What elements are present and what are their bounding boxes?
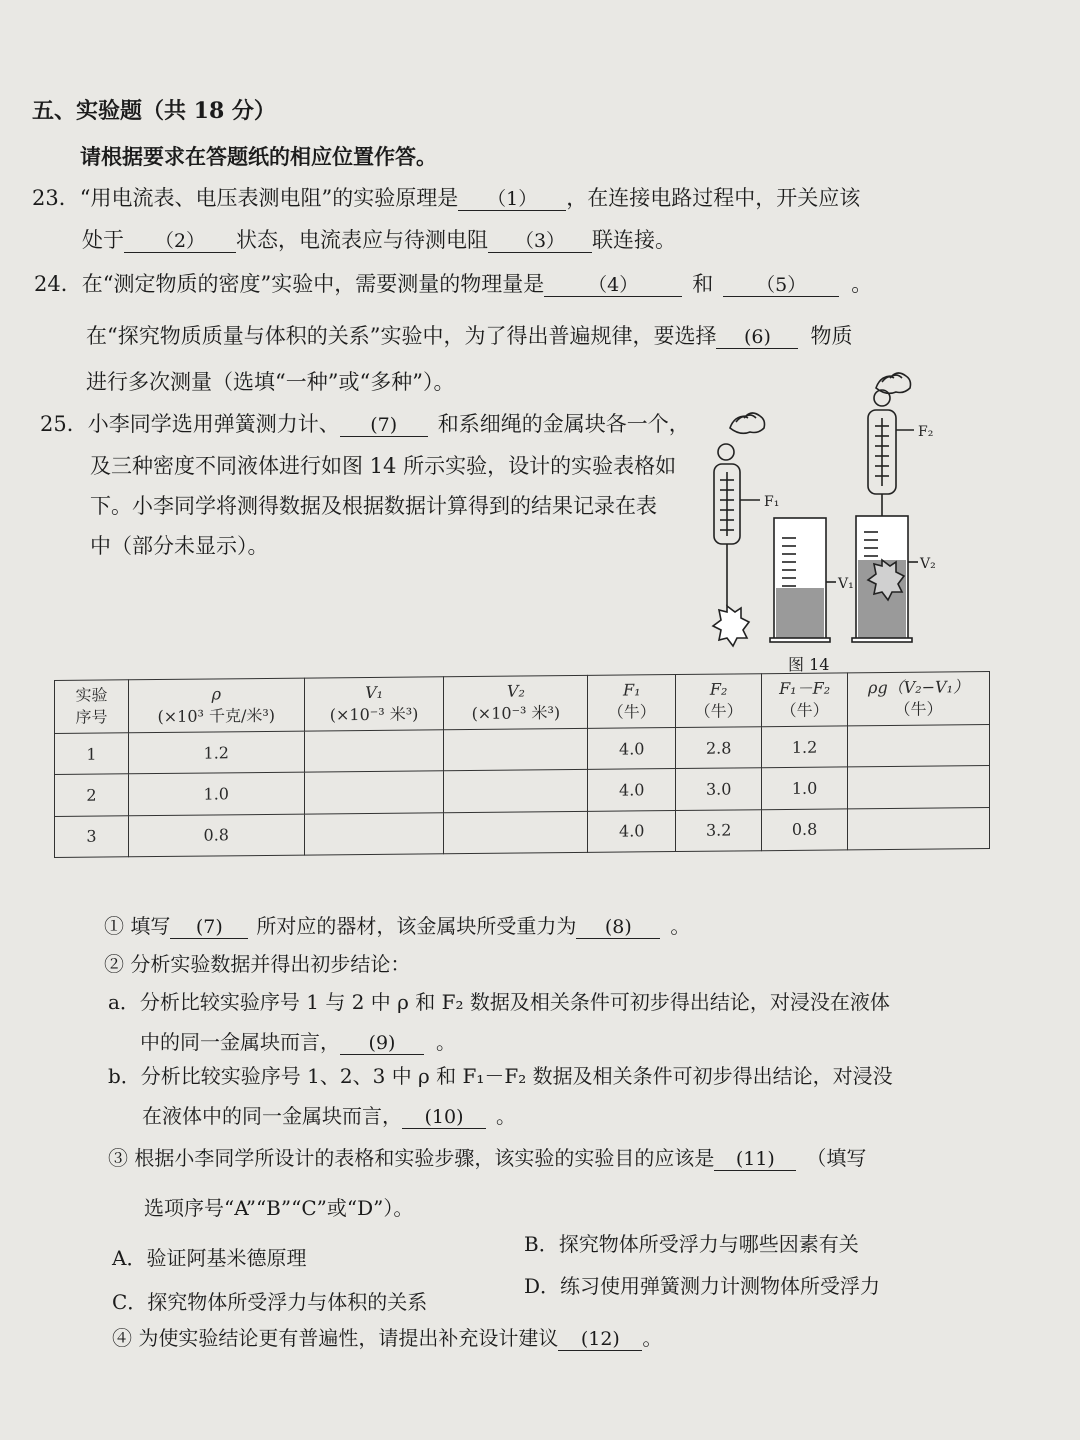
section-title: 五、实验题（共 18 分） (32, 98, 276, 124)
header-f1-minus-f2: F₁－F₂ （牛） (762, 673, 848, 727)
sub1-text-b: 所对应的器材，该金属块所受重力为 (256, 914, 577, 938)
answer-blank-6: (6) (716, 327, 798, 349)
answer-blank-10: (10) (402, 1107, 486, 1129)
sub-question-2a-line-1: a．分析比较实验序号 1 与 2 中 ρ 和 F₂ 数据及相关条件可初步得出结论，对浸没在液体 (108, 990, 890, 1014)
sub4-text-b: 。 (642, 1326, 663, 1350)
answer-blank-4: （4） (544, 275, 682, 297)
q24-text-2a: 在“探究物质质量与体积的关系”实验中，为了得出普遍规律，要选择 (86, 324, 717, 348)
answer-blank-7: (7) (340, 415, 428, 437)
cell-v1 (304, 730, 444, 773)
cell-f1-minus-f2: 1.2 (762, 726, 848, 768)
q25-line-3: 下。小李同学将测得数据及根据数据计算得到的结果记录在表 (90, 494, 657, 518)
sub-question-2: ② 分析实验数据并得出初步结论： (104, 952, 411, 976)
q24-text-2b: 物质 (810, 324, 853, 348)
sub1-text-c: 。 (670, 914, 691, 938)
cell-density: 0.8 (128, 814, 304, 857)
table-header-row (55, 672, 990, 734)
sub2b-text-a: 在液体中的同一金属块而言， (142, 1104, 402, 1128)
q25-line-1 (40, 412, 690, 437)
figure-caption: 图 14 (788, 655, 830, 674)
header-buoyancy: ρg（V₂−V₁） （牛） (848, 672, 990, 726)
sub-question-2b-line-1: b．分析比较实验序号 1、2、3 中 ρ 和 F₁－F₂ 数据及相关条件可初步得出结论，对浸没 (108, 1064, 893, 1088)
cell-trial: 2 (55, 774, 129, 816)
q24-line-1 (34, 272, 872, 297)
sub2a-text-a: 中的同一金属块而言， (140, 1030, 340, 1054)
cell-density: 1.2 (128, 731, 304, 774)
cell-buoyancy (848, 725, 990, 768)
answer-blank-3: （3） (488, 231, 592, 253)
q23-line-2 (82, 228, 676, 253)
cell-f1: 4.0 (588, 728, 676, 770)
answer-blank-8: (8) (576, 917, 660, 939)
q23-text-2b: 状态，电流表应与待测电阻 (236, 228, 488, 252)
q24-text-1a: 24．在“测定物质的密度”实验中，需要测量的物理量是 (34, 272, 545, 296)
sub3-text-a: ③ 根据小李同学所设计的表格和实验步骤，该实验的实验目的应该是 (108, 1146, 715, 1170)
sub-question-3 (108, 1146, 866, 1171)
cell-trial: 1 (55, 733, 129, 775)
answer-blank-12: (12) (558, 1329, 642, 1351)
sub-question-2a-line-2 (140, 1030, 456, 1055)
q25-text-1b: 和系细绳的金属块各一个， (437, 412, 690, 436)
cell-v2 (444, 728, 588, 771)
cell-buoyancy (848, 766, 990, 809)
cell-buoyancy (848, 807, 990, 850)
sub-question-1 (104, 914, 690, 939)
figure-14-diagram (700, 360, 980, 680)
sub2a-text-b: 。 (436, 1030, 456, 1054)
q23-line-1 (32, 186, 860, 211)
q24-line-3: 进行多次测量（选填“一种”或“多种”）。 (86, 370, 455, 394)
sub3-text-b: （填写 (806, 1146, 867, 1170)
beaker-v1 (770, 518, 836, 642)
label-f2: F₂ (918, 424, 934, 440)
label-v2: V₂ (920, 556, 936, 572)
cell-v2 (444, 770, 588, 813)
cell-trial: 3 (55, 815, 129, 857)
q24-text-1b: 和 (692, 272, 714, 296)
q23-text-2c: 联连接。 (592, 228, 676, 252)
sub2b-text-b: 。 (496, 1104, 516, 1128)
q25-line-4: 中（部分未显示）。 (90, 534, 269, 558)
sub1-text-a: ① 填写 (104, 914, 171, 938)
q23-text-1b: ，在连接电路过程中，开关应该 (566, 186, 861, 210)
header-density: ρ (×10³ 千克/米³) (128, 678, 304, 733)
q25-line-2: 及三种密度不同液体进行如图 14 所示实验，设计的实验表格如 (90, 454, 677, 478)
cell-f1-minus-f2: 1.0 (762, 767, 848, 809)
cell-v2 (444, 811, 588, 854)
option-b: B．探究物体所受浮力与哪些因素有关 (524, 1232, 859, 1256)
cell-density: 1.0 (128, 772, 304, 815)
label-v1: V₁ (838, 576, 854, 592)
answer-blank-11: (11) (714, 1149, 796, 1171)
table-row (55, 807, 990, 857)
q25-text-1a: 25．小李同学选用弹簧测力计、 (40, 412, 340, 436)
answer-blank-7b: (7) (170, 917, 248, 939)
sub-question-4 (112, 1326, 662, 1351)
header-trial: 实验 序号 (55, 680, 129, 734)
answer-blank-1: （1） (458, 189, 566, 211)
sub4-text-a: ④ 为使实验结论更有普遍性，请提出补充设计建议 (112, 1326, 559, 1350)
cell-f2: 2.8 (676, 727, 762, 769)
option-c: C．探究物体所受浮力与体积的关系 (112, 1290, 428, 1314)
section-instruction: 请根据要求在答题纸的相应位置作答。 (80, 144, 437, 169)
sub-question-3-line-2: 选项序号“A”“B”“C”或“D”）。 (144, 1196, 414, 1220)
answer-blank-9: (9) (340, 1033, 424, 1055)
cell-f2: 3.2 (676, 809, 762, 851)
cell-f1: 4.0 (588, 810, 676, 852)
cell-v1 (304, 812, 444, 855)
cell-f1-minus-f2: 0.8 (762, 809, 848, 851)
answer-blank-2: （2） (124, 231, 236, 253)
answer-blank-5: （5） (723, 275, 839, 297)
q24-line-2 (86, 324, 852, 349)
header-v2: V₂ (×10⁻³ 米³) (444, 675, 588, 729)
cell-f2: 3.0 (676, 768, 762, 810)
cell-v1 (304, 771, 444, 814)
q24-text-1c: 。 (851, 272, 873, 296)
label-f1: F₁ (764, 494, 780, 510)
cell-f1: 4.0 (588, 769, 676, 811)
sub-question-2b-line-2 (142, 1104, 516, 1129)
data-table (54, 671, 990, 858)
q23-text-1a: 23．“用电流表、电压表测电阻”的实验原理是 (32, 186, 459, 210)
metal-block-left (713, 606, 749, 646)
option-a: A．验证阿基米德原理 (112, 1246, 307, 1270)
hand-icon-left (730, 413, 765, 433)
spring-scale-left (714, 444, 760, 606)
header-v1: V₁ (×10⁻³ 米³) (304, 677, 444, 731)
header-f2: F₂ （牛） (676, 674, 762, 728)
option-d: D．练习使用弹簧测力计测物体所受浮力 (524, 1274, 881, 1298)
header-f1: F₁ （牛） (588, 675, 676, 729)
q23-text-2a: 处于 (82, 228, 124, 252)
